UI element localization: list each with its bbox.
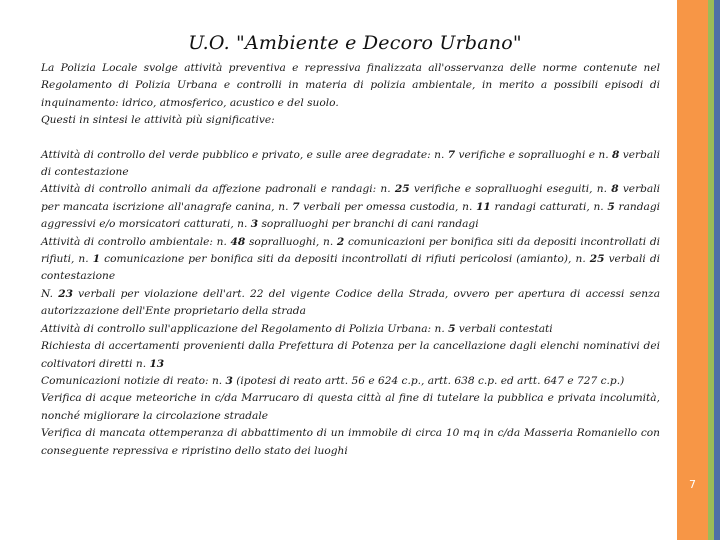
slide-body: [41, 60, 660, 460]
activity-regolamento: Attività di controllo sull'applicazione del Regolamento di Polizia Urbana: n. 5 verbali contestati: [41, 322, 553, 335]
activity-ambientale: Attività di controllo ambientale: n. 48 sopralluoghi, n. 2 comunicazioni per bonifica siti da depositi incontrollati di rifiuti, n. 1 comunicazione per bonifica siti da depositi incontrollati di rifiuti pericolosi (amianto), n. 25 verbali di contestazione: [41, 235, 661, 283]
activity-verde: Attività di controllo del verde pubblico e privato, e sulle aree degradate: n. 7 verifiche e sopralluoghi e n. 8 verbali di contestazione: [41, 148, 660, 179]
page-number: 7: [689, 478, 696, 491]
activity-acque: Verifica di acque meteoriche in c/da Marrucaro di questa città al fine di tutelare la pubblica e privata incolumità, nonché migliorare la circolazione stradale: [41, 392, 660, 422]
slide-title: U.O. "Ambiente e Decoro Urbano": [188, 32, 522, 54]
intro-lead: Questi in sintesi le attività più significative:: [41, 114, 275, 127]
activity-abbattimento: Verifica di mancata ottemperanza di abbattimento di un immobile di circa 10 mq in c/da Masseria Romaniello con conseguente repressiva e ripristino dello stato dei luoghi: [41, 427, 660, 457]
intro-paragraph: La Polizia Locale svolge attività preventiva e repressiva finalizzata all'osservanza delle norme contenute nel Regolamento di Polizia Urbana e controlli in materia di polizia ambientale, in merito a possibili episodi di inquinamento: idrico, atmosferico, acustico e del suolo.: [41, 62, 660, 109]
activity-reato: Comunicazioni notizie di reato: n. 3 (ipotesi di reato artt. 56 e 624 c.p., artt. 638 c.p. ed artt. 647 e 727 c.p.): [41, 374, 625, 387]
activity-animali: Attività di controllo animali da affezione padronali e randagi: n. 25 verifiche e sopralluoghi eseguiti, n. 8 verbali per mancata iscrizione all'anagrafe canina, n. 7 verbali per omessa custodia, n. 11 randagi catturati, n. 5 randagi aggressivi e/o morsicatori catturati, n. 3 sopralluoghi per branchi di cani randagi: [41, 183, 661, 231]
accent-bar-blue: [714, 0, 720, 540]
accent-bar-orange: [677, 0, 708, 540]
activity-prefettura: Richiesta di accertamenti provenienti dalla Prefettura di Potenza per la cancellazione dagli elenchi nominativi dei coltivatori diretti n. 13: [41, 340, 660, 370]
paragraph-spacer: [41, 130, 660, 147]
activity-strada: N. 23 verbali per violazione dell'art. 22 del vigente Codice della Strada, ovvero per apertura di accessi senza autorizzazione dell'Ente proprietario della strada: [41, 287, 661, 318]
